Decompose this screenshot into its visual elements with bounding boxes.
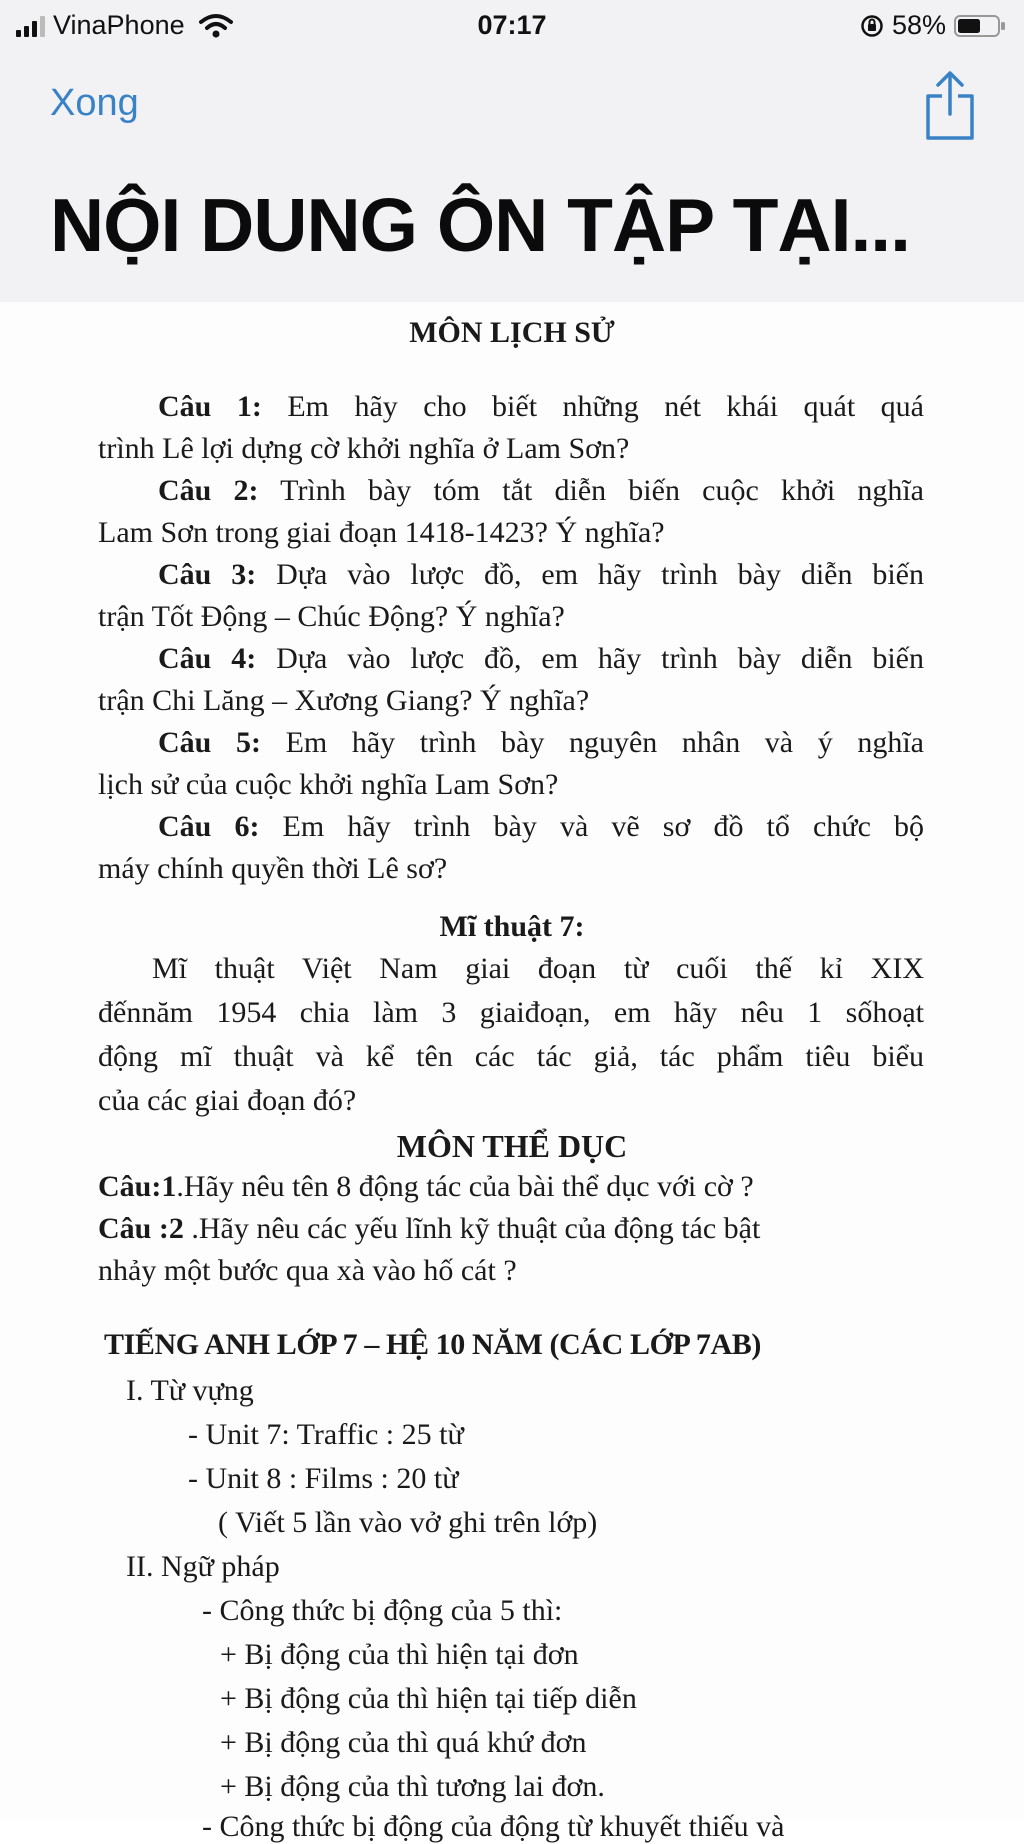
history-q4 [158, 642, 924, 676]
english-unit-8: - Unit 8 : Films : 20 từ [188, 1462, 459, 1495]
english-vocab-note: ( Viết 5 lần vào vở ghi trên lớp) [218, 1506, 598, 1539]
q4-text: Dựa vào lược đồ, em hãy trình bày diễn biến [256, 642, 924, 675]
battery-icon [954, 14, 1006, 38]
q1-text: Em hãy cho biết những nét khái quát quá [261, 390, 924, 423]
q4-label: Câu 4: [158, 642, 257, 675]
english-section-vocab: I. Từ vựng [126, 1374, 254, 1407]
q2-label: Câu 2: [158, 474, 259, 507]
pe-q2-cont: nhảy một bước qua xà vào hố cát ? [98, 1254, 517, 1287]
history-q1-cont: trình Lê lợi dựng cờ khởi nghĩa ở Lam Sơn? [98, 432, 630, 465]
art-line-3: động mĩ thuật và kể tên các tác giả, tác phẩm tiêu biểu [98, 1040, 924, 1073]
history-q3-cont: trận Tốt Động – Chúc Động? Ý nghĩa? [98, 600, 565, 633]
history-q6 [158, 810, 924, 844]
document-page[interactable] [0, 302, 1024, 1843]
status-bar [0, 0, 1024, 52]
status-right [860, 10, 1006, 41]
history-q5-cont: lịch sử của cuộc khởi nghĩa Lam Sơn? [98, 768, 559, 801]
q1-label: Câu 1: [158, 390, 262, 423]
pe-q1-text: .Hãy nêu tên 8 động tác của bài thể dục với cờ ? [176, 1170, 754, 1203]
pe-q2 [98, 1212, 760, 1246]
history-q5 [158, 726, 924, 760]
art-line-4: của các giai đoạn đó? [98, 1084, 357, 1117]
history-q4-cont: trận Chi Lăng – Xương Giang? Ý nghĩa? [98, 684, 590, 717]
pe-q2-text: .Hãy nêu các yếu lĩnh kỹ thuật của động tác bật [183, 1212, 761, 1245]
page-title: NỘI DUNG ÔN TẬP TẠI... [50, 183, 910, 267]
english-passive-4: + Bị động của thì tương lai đơn. [220, 1770, 605, 1803]
q3-label: Câu 3: [158, 558, 257, 591]
q3-text: Dựa vào lược đồ, em hãy trình bày diễn biến [256, 558, 924, 591]
q6-label: Câu 6: [158, 810, 260, 843]
orientation-lock-icon [860, 14, 884, 38]
q5-text: Em hãy trình bày nguyên nhân và ý nghĩa [260, 726, 924, 759]
english-passive-3: + Bị động của thì quá khứ đơn [220, 1726, 587, 1759]
carrier-name: VinaPhone [53, 10, 185, 40]
history-heading: MÔN LỊCH SỬ [409, 316, 615, 349]
q5-label: Câu 5: [158, 726, 261, 759]
clock: 07:17 [477, 10, 547, 40]
history-q1 [158, 390, 924, 424]
share-icon[interactable] [922, 70, 978, 142]
navigation-header [0, 52, 1024, 302]
history-q2-cont: Lam Sơn trong giai đoạn 1418-1423? Ý nghĩa? [98, 516, 665, 549]
art-heading: Mĩ thuật 7: [439, 910, 585, 943]
english-heading: TIẾNG ANH LỚP 7 – HỆ 10 NĂM (CÁC LỚP 7AB) [104, 1328, 761, 1361]
english-passive-formula: - Công thức bị động của 5 thì: [202, 1594, 563, 1627]
history-q2 [158, 474, 924, 508]
english-cut-line: - Công thức bị động của động từ khuyết thiếu và [202, 1810, 785, 1843]
done-button[interactable]: Xong [50, 82, 139, 124]
english-passive-1: + Bị động của thì hiện tại đơn [220, 1638, 579, 1671]
english-unit-7: - Unit 7: Traffic : 25 từ [188, 1418, 464, 1451]
q6-text: Em hãy trình bày và vẽ sơ đồ tổ chức bộ [259, 810, 924, 843]
pe-q1-label: Câu:1 [98, 1170, 177, 1203]
english-section-grammar: II. Ngữ pháp [126, 1550, 280, 1583]
history-q3 [158, 558, 924, 592]
battery-percent: 58% [891, 10, 946, 40]
q2-text: Trình bày tóm tắt diễn biến cuộc khởi nghĩa [258, 474, 924, 507]
art-line-2: đếnnăm 1954 chia làm 3 giaiđoạn, em hãy nêu 1 sốhoạt [98, 996, 924, 1029]
pe-q1 [98, 1170, 754, 1204]
art-line-1: Mĩ thuật Việt Nam giai đoạn từ cuối thế kỉ XIX [152, 952, 924, 985]
pe-q2-label: Câu :2 [98, 1212, 184, 1245]
english-passive-2: + Bị động của thì hiện tại tiếp diễn [220, 1682, 637, 1715]
pe-heading: MÔN THỂ DỤC [396, 1128, 628, 1164]
history-q6-cont: máy chính quyền thời Lê sơ? [98, 852, 448, 885]
